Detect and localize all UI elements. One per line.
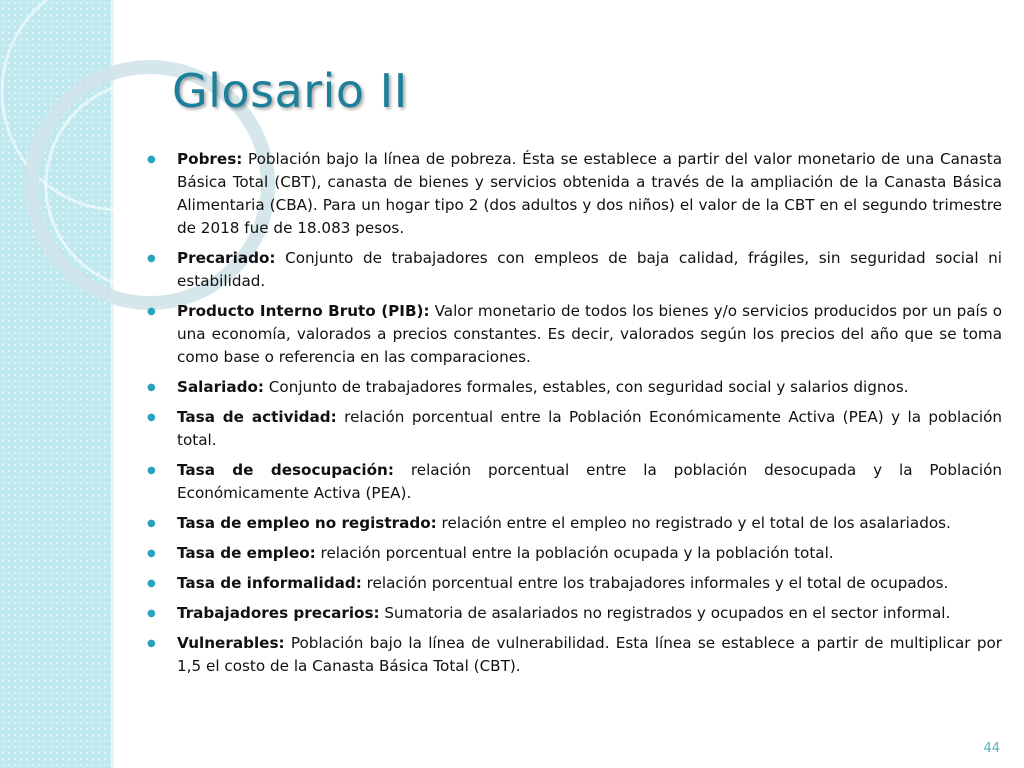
glossary-item [147,247,1002,293]
glossary-term: Tasa de desocupación: [177,461,394,479]
glossary-definition: Población bajo la línea de pobreza. Ésta se establece a partir del valor monetario de una Canasta Básica Total (CBT), canasta de bienes y servicios obtenida a través de la ampliación de la Canasta Básica Alimentaria (CBA). Para un hogar tipo 2 (dos adultos y dos niños) el valor de la CBT en el segundo trimestre de 2018 fue de 18.083 pesos. [177,150,1002,237]
glossary-item [147,376,1002,399]
page-number: 44 [983,741,1000,756]
bullet-icon: ● [147,578,156,589]
glossary-term: Vulnerables: [177,634,285,652]
slide-title: Glosario II [172,64,408,118]
glossary-item [147,542,1002,565]
glossary-item [147,406,1002,452]
glossary-term: Trabajadores precarios: [177,604,380,622]
bullet-icon: ● [147,548,156,559]
bullet-icon: ● [147,518,156,529]
glossary-definition: relación porcentual entre la población ocupada y la población total. [315,544,834,562]
glossary-term: Salariado: [177,378,264,396]
decorative-left-band [0,0,113,768]
glossary-term: Tasa de empleo no registrado: [177,514,437,532]
glossary-definition: Sumatoria de asalariados no registrados y ocupados en el sector informal. [379,604,951,622]
glossary-definition: relación porcentual entre la población desocupada y la Población Económicamente Activa (PEA). [177,461,1002,502]
glossary-item [147,512,1002,535]
glossary-item [147,148,1002,240]
glossary-definition: relación entre el empleo no registrado y el total de los asalariados. [436,514,951,532]
glossary-definition: Valor monetario de todos los bienes y/o servicios producidos por un país o una economía, valorados a precios constantes. Es decir, valorados según los precios del año que se toma como base o referencia en las comparaciones. [177,302,1002,366]
glossary-definition: Población bajo la línea de vulnerabilidad. Esta línea se establece a partir de multiplicar por 1,5 el costo de la Canasta Básica Total (CBT). [177,634,1002,675]
bullet-icon: ● [147,638,156,649]
bullet-icon: ● [147,465,156,476]
bullet-icon: ● [147,306,156,317]
glossary-item [147,632,1002,678]
glossary-definition: Conjunto de trabajadores con empleos de baja calidad, frágiles, sin seguridad social ni estabilidad. [177,249,1002,290]
bullet-icon: ● [147,412,156,423]
bullet-icon: ● [147,608,156,619]
glossary-item [147,459,1002,505]
decorative-band-edge [111,0,114,768]
glossary-term: Precariado: [177,249,276,267]
glossary-list [147,148,1002,685]
glossary-definition: relación porcentual entre los trabajadores informales y el total de ocupados. [361,574,949,592]
glossary-term: Producto Interno Bruto (PIB): [177,302,430,320]
bullet-icon: ● [147,382,156,393]
glossary-term: Tasa de empleo: [177,544,316,562]
glossary-definition: Conjunto de trabajadores formales, estables, con seguridad social y salarios dignos. [263,378,909,396]
glossary-definition: relación porcentual entre la Población Económicamente Activa (PEA) y la población total. [177,408,1002,449]
bullet-icon: ● [147,154,156,165]
glossary-item [147,602,1002,625]
glossary-term: Tasa de actividad: [177,408,337,426]
bullet-icon: ● [147,253,156,264]
glossary-term: Pobres: [177,150,243,168]
glossary-term: Tasa de informalidad: [177,574,362,592]
glossary-item [147,572,1002,595]
glossary-item [147,300,1002,369]
